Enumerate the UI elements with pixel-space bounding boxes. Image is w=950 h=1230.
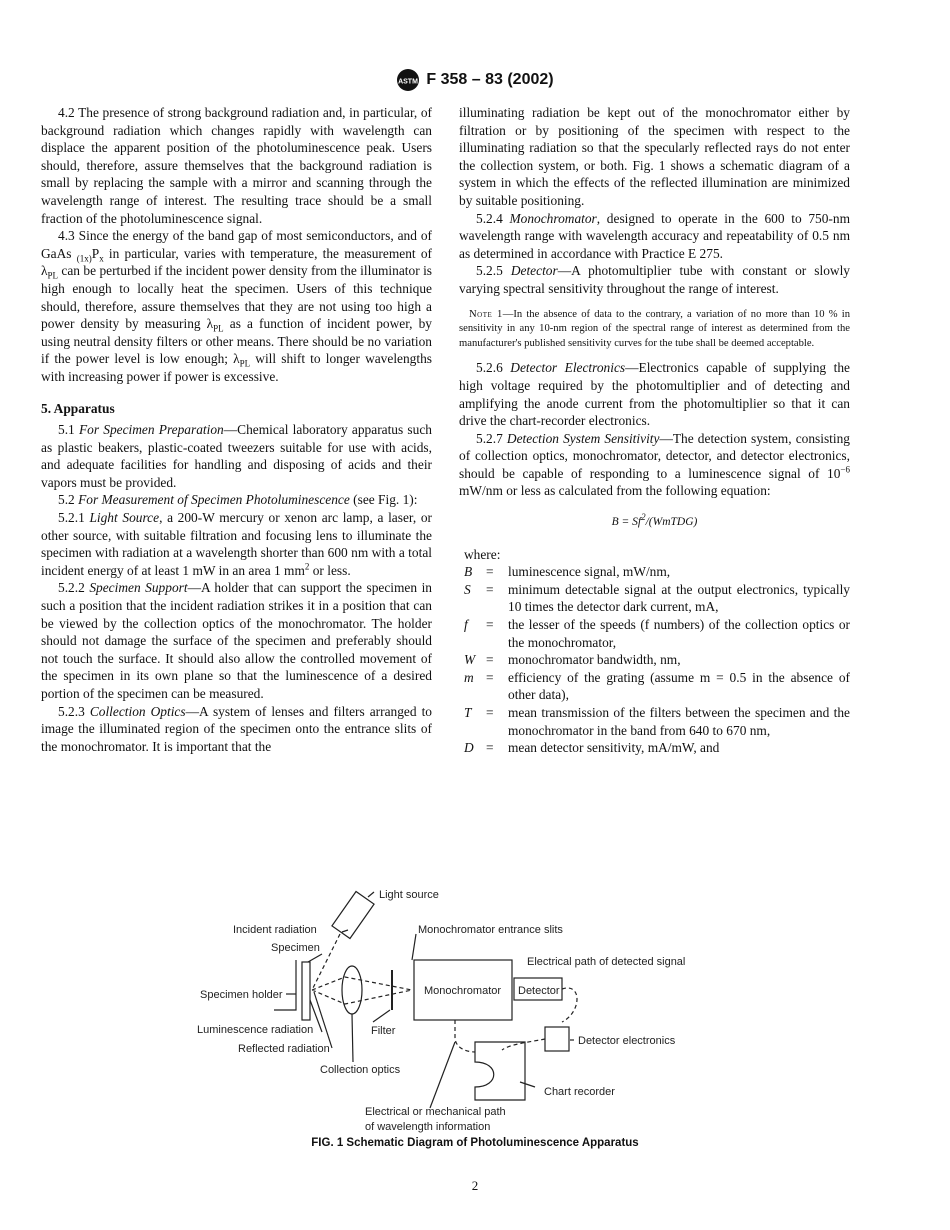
page-number: 2: [471, 1178, 479, 1193]
paragraph-5-2-4: 5.2.4 Monochromator, designed to operate in the 600 to 750-nm wavelength range with wavelength accuracy and repeatability of 0.5 nm as determined in accordance with Practice E 275.: [459, 210, 850, 261]
section-5-heading: 5. Apparatus: [41, 400, 115, 416]
leader-entrance-slits: [412, 934, 416, 960]
definition-row: D = mean detector sensitivity, mA/mW, and: [464, 740, 720, 756]
definition-row: m = efficiency of the grating (assume m = 0.5 in the absence of other data),: [464, 669, 850, 703]
paragraph-4-3: 4.3 Since the energy of the band gap of most semiconductors, and of GaAs $_{(1x)}P_x$ in particular, varies with temperature, the measurement of $\lambda_{PL}$ can be perturbed if the incident power density from the illuminator is high enough to locally heat the specimen. Users of this technique should, therefore, assure themselves that they are not using too high a power density by measuring $\lambda_{PL}$ as a function of incident power, by using neutral density filters or other means. There should be no variation if the power level is low enough; $\lambda_{PL}$ will shift to longer wavelengths with increasing power if power is excessive.: [41, 228, 433, 384]
paragraph-5-2-2: 5.2.2 Specimen Support—A holder that can support the specimen in such a position that the incident radiation strikes it in a position that can be viewed by the collection optics of the monochromator. The holder should not damage the surface of the specimen and preferably should not touch the surface. It should also allow the controlled movement of the specimen in its own plane so that the luminescence of a desired portion of the specimen can be measured.: [41, 580, 433, 701]
label-electrical-path: Electrical path of detected signal: [527, 956, 686, 968]
label-mech-path-2: of wavelength information: [365, 1121, 491, 1133]
paragraph-5-2-6: 5.2.6 Detector Electronics—Electronics capable of supplying the high voltage required by the photomultiplier and of detecting and amplifying the anode current from the photomultiplier so that it can drive the chart-recorder electronics.: [459, 360, 850, 429]
label-collection-optics: Collection optics: [320, 1064, 401, 1076]
leader-light-source: [368, 892, 374, 897]
label-luminescence-radiation: Luminescence radiation: [197, 1024, 314, 1036]
wavelength-path: [455, 1020, 475, 1052]
definition-row: f = the lesser of the speeds (f numbers) of the collection optics or the monochromator,: [464, 617, 850, 650]
specimen-holder: [274, 960, 296, 1010]
leader-reflected: [314, 992, 332, 1048]
label-specimen: Specimen: [271, 942, 320, 954]
detector-signal-path: [562, 988, 577, 1022]
leader-specimen: [308, 954, 322, 962]
label-entrance-slits: Monochromator entrance slits: [418, 924, 563, 936]
label-filter: Filter: [371, 1025, 396, 1037]
leader-collection-optics: [352, 1014, 353, 1062]
right-column: [459, 104, 850, 757]
label-chart-recorder: Chart recorder: [544, 1086, 615, 1098]
leader-wavelength-path: [430, 1042, 455, 1108]
note-1: Note 1—In the absence of data to the contrary, a variation of no more than 10 % in sensitivity in any 10-nm region of the spectral range of interest as determined from the manufacturer's published sensitivity curves for the tube shall be deemed acceptable.: [459, 308, 850, 349]
page-header: [0, 68, 950, 92]
paragraph-5-2-1: 5.2.1 Light Source, a 200-W mercury or xenon arc lamp, a laser, or other source, with suitable filtration and focusing lens to illuminate the specimen with radiation at a wavelength shorter than 600 nm with a total incident energy of at least 1 mW in an area 1 $mm^2$ or less.: [41, 510, 432, 578]
label-monochromator: Monochromator: [424, 985, 502, 997]
definition-row: S = minimum detectable signal at the output electronics, typically 10 times the detector dark current, mA,: [464, 581, 850, 615]
definition-row: W = monochromator bandwidth, nm,: [464, 652, 681, 668]
paragraph-5-1: 5.1 For Specimen Preparation—Chemical laboratory apparatus such as plastic beakers, plastic-coated tweezers suitable for use with acids, and adequate facilities for handling and disposing of acids and their vapors must be provided.: [41, 422, 432, 490]
paragraph-5-2-7: 5.2.7 Detection System Sensitivity—The detection system, consisting of collection optics, monochromator, detector, and detector electronics, should be capable of responding to a luminescence signal of $10^{-6}$ mW/nm or less as calculated from the following equation:: [459, 430, 851, 499]
collection-lens: [342, 966, 362, 1014]
light-source-lamp: [332, 891, 374, 938]
figure-1-schematic: [190, 882, 710, 1134]
astm-logo-icon: [396, 68, 420, 92]
svg-text:ASTM: ASTM: [398, 78, 419, 86]
definition-row: B = luminescence signal, mW/nm,: [464, 564, 671, 580]
leader-filter: [373, 1010, 390, 1022]
definition-row: T = mean transmission of the filters between the specimen and the monochromator in the band from 640 to 670 nm,: [464, 705, 850, 738]
label-incident-radiation: Incident radiation: [233, 924, 317, 936]
label-specimen-holder: Specimen holder: [200, 989, 283, 1001]
paragraph-5-2-3-continued: illuminating radiation be kept out of the monochromator either by filtration or by positioning of the specimen with respect to the illuminating radiation so that the specularly reflected rays do not enter the collection system, or both. Fig. 1 shows a schematic diagram of a system in which the effects of the reflected illumination are minimized by suitable positioning.: [459, 105, 850, 208]
label-detector: Detector: [518, 985, 560, 997]
sensitivity-equation: $B = Sf^2/(WmTDG)$: [611, 512, 698, 529]
left-column: [41, 104, 432, 755]
standard-designation: F 358 – 83 (2002): [426, 71, 554, 89]
paragraph-4-2: 4.2 The presence of strong background radiation and, in particular, of background radiation which changes rapidly with wavelength can displace the apparent position of the photoluminescence peak. Users should, therefore, assure themselves that the background radiation is small by replacing the sample with a mirror and scanning through the wavelength range of interest. The resulting trace should be a small fraction of the photoluminescence signal.: [41, 105, 432, 226]
leader-chart-recorder: [520, 1082, 535, 1087]
leader-incident: [342, 930, 348, 932]
detector-electronics-box: [545, 1027, 569, 1051]
label-detector-electronics: Detector electronics: [578, 1035, 676, 1047]
figure-caption: FIG. 1 Schematic Diagram of Photoluminescence Apparatus: [311, 1137, 639, 1149]
label-light-source: Light source: [379, 889, 439, 901]
paragraph-5-2-3: 5.2.3 Collection Optics—A system of lenses and filters arranged to image the illuminated region of the specimen onto the entrance slits of the monochromator. It is important that the: [41, 703, 432, 754]
chart-recorder: [475, 1042, 525, 1100]
where-label: where:: [464, 546, 501, 562]
specimen: [302, 962, 310, 1020]
paragraph-5-2: 5.2 For Measurement of Specimen Photoluminescence (see Fig. 1):: [58, 492, 418, 508]
variable-definitions: [464, 563, 850, 757]
label-mech-path-1: Electrical or mechanical path: [365, 1106, 506, 1118]
label-reflected-radiation: Reflected radiation: [238, 1043, 330, 1055]
paragraph-5-2-5: 5.2.5 Detector—A photomultiplier tube with constant or slowly varying spectral sensitivity throughout the range of interest.: [459, 263, 850, 296]
electronics-to-recorder: [502, 1039, 545, 1050]
